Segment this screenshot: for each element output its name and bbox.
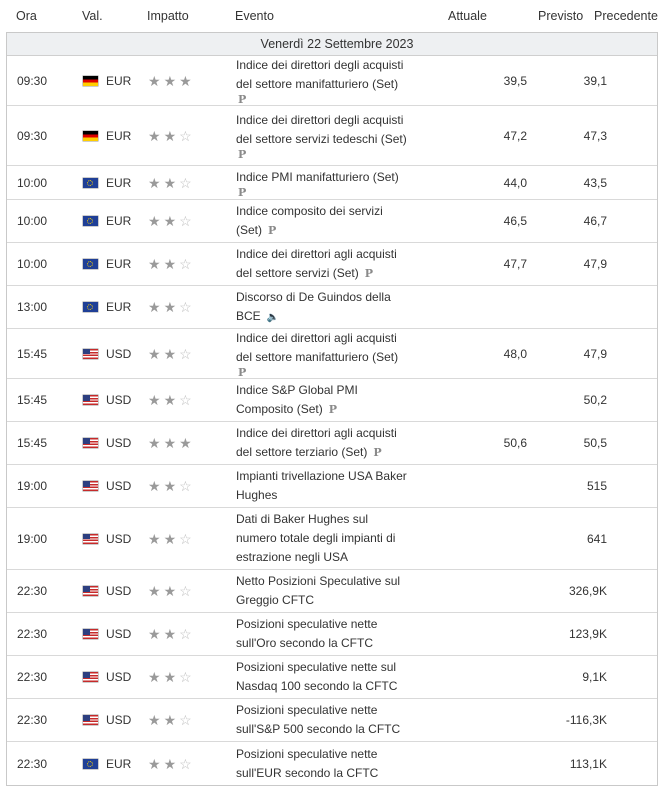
- currency-code: USD: [106, 531, 132, 546]
- table-row[interactable]: [7, 508, 657, 570]
- event-time: 22:30: [17, 670, 48, 684]
- impact-stars: [135, 532, 223, 546]
- event-name[interactable]: Dati di Baker Hughes sul numero totale degli impianti di estrazione negli USA: [236, 512, 396, 564]
- currency-cell: [69, 436, 135, 450]
- impact-stars: [135, 74, 223, 88]
- event-cell: [223, 288, 413, 327]
- previous-value: 50,2: [583, 393, 607, 407]
- calendar-table: [6, 32, 658, 786]
- impact-stars: [135, 129, 223, 143]
- table-row[interactable]: [7, 200, 657, 243]
- previous-value: 46,7: [583, 214, 607, 228]
- preliminary-icon[interactable]: P: [238, 148, 247, 161]
- table-row[interactable]: [7, 570, 657, 613]
- flag-eu-icon: [83, 216, 98, 226]
- previous-value: 50,5: [583, 436, 607, 450]
- event-rows: [7, 56, 657, 785]
- star-empty-icon: ☆: [179, 392, 192, 408]
- star-filled-icon: ★: [163, 478, 177, 494]
- star-filled-icon: ★: [163, 256, 177, 272]
- previous-value: 641: [586, 531, 607, 546]
- event-time: 19:00: [17, 531, 48, 546]
- previous-value: 47,3: [583, 128, 607, 143]
- event-name[interactable]: Indice composito dei servizi (Set): [236, 204, 383, 237]
- star-filled-icon: ★: [163, 127, 177, 144]
- star-filled-icon: ★: [179, 435, 192, 451]
- currency-cell: [69, 757, 135, 771]
- currency-cell: [69, 300, 135, 314]
- event-name[interactable]: Netto Posizioni Speculative sul Greggio CFTC: [236, 574, 401, 607]
- event-cell: [223, 381, 413, 419]
- previous-value: -116,3K: [565, 713, 607, 727]
- day-header: Venerdì 22 Settembre 2023: [7, 33, 657, 56]
- star-filled-icon: ★: [163, 299, 177, 315]
- event-name[interactable]: Posizioni speculative nette sul Nasdaq 100 secondo la CFTC: [236, 660, 398, 693]
- star-empty-icon: ☆: [179, 299, 192, 315]
- event-time: 09:30: [17, 73, 48, 88]
- event-name[interactable]: Posizioni speculative nette sull'S&P 500 secondo la CFTC: [236, 703, 401, 736]
- flag-us-icon: [83, 629, 98, 639]
- event-cell: [223, 424, 413, 462]
- impact-stars: [135, 257, 223, 271]
- currency-code: EUR: [106, 300, 132, 314]
- event-time: 22:30: [17, 584, 48, 598]
- star-filled-icon: ★: [148, 299, 161, 315]
- event-time: 13:00: [17, 300, 48, 314]
- forecast-value: 48,0: [503, 346, 527, 361]
- header-impact[interactable]: Impatto: [147, 9, 189, 23]
- table-row[interactable]: [7, 166, 657, 200]
- currency-cell: [69, 393, 135, 407]
- flag-us-icon: [83, 395, 98, 405]
- currency-code: USD: [106, 346, 132, 361]
- event-cell: [223, 510, 413, 567]
- star-filled-icon: ★: [148, 478, 161, 494]
- table-row[interactable]: [7, 56, 657, 106]
- event-cell: [223, 467, 413, 505]
- currency-cell: [69, 584, 135, 598]
- event-cell: [223, 329, 413, 378]
- preliminary-icon[interactable]: P: [328, 403, 337, 416]
- impact-stars: [135, 713, 223, 727]
- star-filled-icon: ★: [148, 530, 161, 547]
- table-row[interactable]: [7, 106, 657, 166]
- event-name[interactable]: Indice dei direttori agli acquisti del settore terziario (Set): [236, 426, 397, 459]
- economic-calendar: [6, 0, 658, 786]
- star-filled-icon: ★: [163, 530, 177, 547]
- currency-code: EUR: [106, 214, 132, 228]
- flag-eu-icon: [83, 178, 98, 188]
- event-name[interactable]: Discorso di De Guindos della BCE: [236, 289, 391, 323]
- currency-cell: [69, 74, 135, 88]
- currency-code: USD: [106, 436, 132, 450]
- event-name[interactable]: Posizioni speculative nette sull'Oro secondo la CFTC: [236, 617, 378, 650]
- header-time[interactable]: Ora: [16, 9, 37, 23]
- currency-code: USD: [106, 670, 132, 684]
- star-filled-icon: ★: [148, 583, 161, 599]
- preliminary-icon[interactable]: P: [238, 185, 247, 199]
- forecast-value: 46,5: [503, 214, 527, 228]
- star-filled-icon: ★: [163, 626, 177, 642]
- impact-stars: [135, 300, 223, 314]
- flag-eu-icon: [83, 302, 98, 312]
- impact-stars: [135, 584, 223, 598]
- star-filled-icon: ★: [148, 669, 161, 685]
- event-cell: [223, 56, 413, 105]
- star-filled-icon: ★: [163, 174, 177, 191]
- header-forecast[interactable]: Previsto: [538, 9, 584, 23]
- currency-cell: [69, 627, 135, 641]
- star-filled-icon: ★: [163, 392, 177, 408]
- star-empty-icon: ☆: [179, 256, 192, 272]
- preliminary-icon[interactable]: P: [373, 446, 382, 459]
- event-cell: [223, 701, 413, 739]
- table-row[interactable]: [7, 379, 657, 422]
- impact-stars: [135, 479, 223, 493]
- event-name[interactable]: Posizioni speculative nette sull'EUR secondo la CFTC: [236, 746, 379, 780]
- flag-us-icon: [83, 586, 98, 596]
- forecast-value: 50,6: [503, 436, 527, 450]
- currency-code: USD: [106, 479, 132, 493]
- event-name[interactable]: Indice dei direttori agli acquisti del settore servizi (Set): [236, 247, 397, 280]
- event-name[interactable]: Indice dei direttori degli acquisti del settore manifatturiero (Set): [236, 58, 404, 91]
- event-time: 10:00: [17, 175, 48, 190]
- currency-cell: [69, 713, 135, 727]
- currency-code: USD: [106, 627, 132, 641]
- previous-value: 9,1K: [582, 670, 607, 684]
- previous-value: 123,9K: [568, 627, 607, 641]
- impact-stars: [135, 670, 223, 684]
- currency-cell: [69, 479, 135, 493]
- impact-stars: [135, 214, 223, 228]
- currency-cell: [69, 257, 135, 271]
- event-name[interactable]: Indice S&P Global PMI Composito (Set): [236, 383, 358, 416]
- currency-code: EUR: [106, 756, 132, 771]
- star-filled-icon: ★: [148, 127, 161, 144]
- previous-value: 47,9: [583, 257, 607, 271]
- preliminary-icon[interactable]: P: [238, 366, 247, 379]
- event-cell: [223, 615, 413, 653]
- star-empty-icon: ☆: [179, 626, 192, 642]
- table-row[interactable]: [7, 742, 657, 785]
- flag-us-icon: [83, 349, 98, 359]
- previous-value: 515: [586, 479, 607, 493]
- star-filled-icon: ★: [148, 755, 161, 772]
- star-filled-icon: ★: [163, 213, 177, 229]
- event-time: 22:30: [17, 756, 48, 771]
- impact-stars: [135, 347, 223, 361]
- star-filled-icon: ★: [148, 712, 161, 728]
- event-time: 22:30: [17, 627, 48, 641]
- currency-code: USD: [106, 393, 132, 407]
- star-filled-icon: ★: [163, 72, 177, 89]
- star-empty-icon: ☆: [179, 213, 192, 229]
- event-time: 15:45: [17, 346, 48, 361]
- currency-code: EUR: [106, 128, 132, 143]
- event-cell: [223, 202, 413, 240]
- forecast-value: 47,7: [503, 257, 527, 271]
- currency-cell: [69, 129, 135, 143]
- event-time: 15:45: [17, 436, 48, 450]
- star-empty-icon: ☆: [179, 530, 192, 547]
- table-row[interactable]: [7, 286, 657, 329]
- forecast-value: 39,5: [503, 73, 527, 88]
- event-name[interactable]: Indice dei direttori degli acquisti del settore servizi tedeschi (Set): [236, 113, 407, 146]
- star-filled-icon: ★: [148, 345, 161, 362]
- previous-value: 43,5: [583, 175, 607, 190]
- table-header: [6, 0, 658, 32]
- forecast-value: 44,0: [503, 175, 527, 190]
- star-filled-icon: ★: [163, 345, 177, 362]
- flag-us-icon: [83, 715, 98, 725]
- previous-value: 47,9: [583, 346, 607, 361]
- flag-us-icon: [83, 672, 98, 682]
- speaker-icon[interactable]: 🔈: [266, 311, 280, 323]
- currency-cell: [69, 214, 135, 228]
- flag-us-icon: [83, 438, 98, 448]
- preliminary-icon[interactable]: P: [268, 224, 277, 237]
- event-time: 19:00: [17, 479, 48, 493]
- forecast-value: 47,2: [503, 128, 527, 143]
- table-row[interactable]: [7, 465, 657, 508]
- flag-us-icon: [83, 534, 98, 544]
- star-filled-icon: ★: [163, 755, 177, 772]
- star-filled-icon: ★: [148, 72, 161, 89]
- impact-stars: [135, 757, 223, 771]
- previous-value: 39,1: [583, 73, 607, 88]
- currency-cell: [69, 670, 135, 684]
- flag-eu-icon: [83, 759, 98, 769]
- event-time: 22:30: [17, 713, 48, 727]
- table-row[interactable]: [7, 699, 657, 742]
- star-filled-icon: ★: [148, 435, 161, 451]
- header-currency[interactable]: Val.: [82, 9, 103, 23]
- currency-cell: [69, 532, 135, 546]
- currency-code: USD: [106, 713, 132, 727]
- currency-code: USD: [106, 584, 132, 598]
- event-cell: [223, 168, 413, 198]
- event-name[interactable]: Impianti trivellazione USA Baker Hughes: [236, 469, 407, 502]
- event-time: 10:00: [17, 214, 48, 228]
- currency-code: EUR: [106, 73, 132, 88]
- header-previous[interactable]: Precedente: [594, 9, 658, 23]
- table-row[interactable]: [7, 243, 657, 286]
- header-actual[interactable]: Attuale: [448, 9, 487, 23]
- flag-eu-icon: [83, 259, 98, 269]
- event-time: 10:00: [17, 257, 48, 271]
- star-empty-icon: ☆: [179, 712, 192, 728]
- star-filled-icon: ★: [163, 435, 177, 451]
- star-empty-icon: ☆: [179, 478, 192, 494]
- star-filled-icon: ★: [148, 626, 161, 642]
- currency-code: EUR: [106, 257, 132, 271]
- event-name[interactable]: Indice PMI manifatturiero (Set): [236, 169, 399, 184]
- flag-us-icon: [83, 481, 98, 491]
- preliminary-icon[interactable]: P: [364, 267, 373, 280]
- star-filled-icon: ★: [148, 213, 161, 229]
- star-empty-icon: ☆: [179, 127, 192, 144]
- table-row[interactable]: [7, 329, 657, 379]
- event-cell: [223, 658, 413, 696]
- star-filled-icon: ★: [148, 174, 161, 191]
- previous-value: 113,1K: [569, 756, 607, 771]
- event-cell: [223, 745, 413, 783]
- flag-de-icon: [83, 76, 98, 86]
- star-empty-icon: ☆: [179, 755, 192, 772]
- event-time: 15:45: [17, 393, 48, 407]
- event-cell: [223, 572, 413, 610]
- flag-de-icon: [83, 131, 98, 141]
- star-filled-icon: ★: [163, 583, 177, 599]
- star-empty-icon: ☆: [179, 669, 192, 685]
- star-filled-icon: ★: [148, 256, 161, 272]
- star-empty-icon: ☆: [179, 583, 192, 599]
- impact-stars: [135, 393, 223, 407]
- event-cell: [223, 245, 413, 283]
- impact-stars: [135, 627, 223, 641]
- preliminary-icon[interactable]: P: [238, 93, 247, 106]
- table-row[interactable]: [7, 422, 657, 465]
- event-time: 09:30: [17, 128, 48, 143]
- previous-value: 326,9K: [568, 584, 607, 598]
- header-event[interactable]: Evento: [235, 9, 274, 23]
- currency-cell: [69, 347, 135, 361]
- star-empty-icon: ☆: [179, 174, 192, 191]
- currency-cell: [69, 176, 135, 190]
- table-row[interactable]: [7, 613, 657, 656]
- impact-stars: [135, 176, 223, 190]
- table-row[interactable]: [7, 656, 657, 699]
- event-name[interactable]: Indice dei direttori agli acquisti del settore manifatturiero (Set): [236, 331, 399, 364]
- star-filled-icon: ★: [163, 669, 177, 685]
- currency-code: EUR: [106, 175, 132, 190]
- star-filled-icon: ★: [148, 392, 161, 408]
- star-empty-icon: ☆: [179, 345, 192, 362]
- event-cell: [223, 111, 413, 160]
- star-filled-icon: ★: [163, 712, 177, 728]
- star-filled-icon: ★: [179, 72, 192, 89]
- impact-stars: [135, 436, 223, 450]
